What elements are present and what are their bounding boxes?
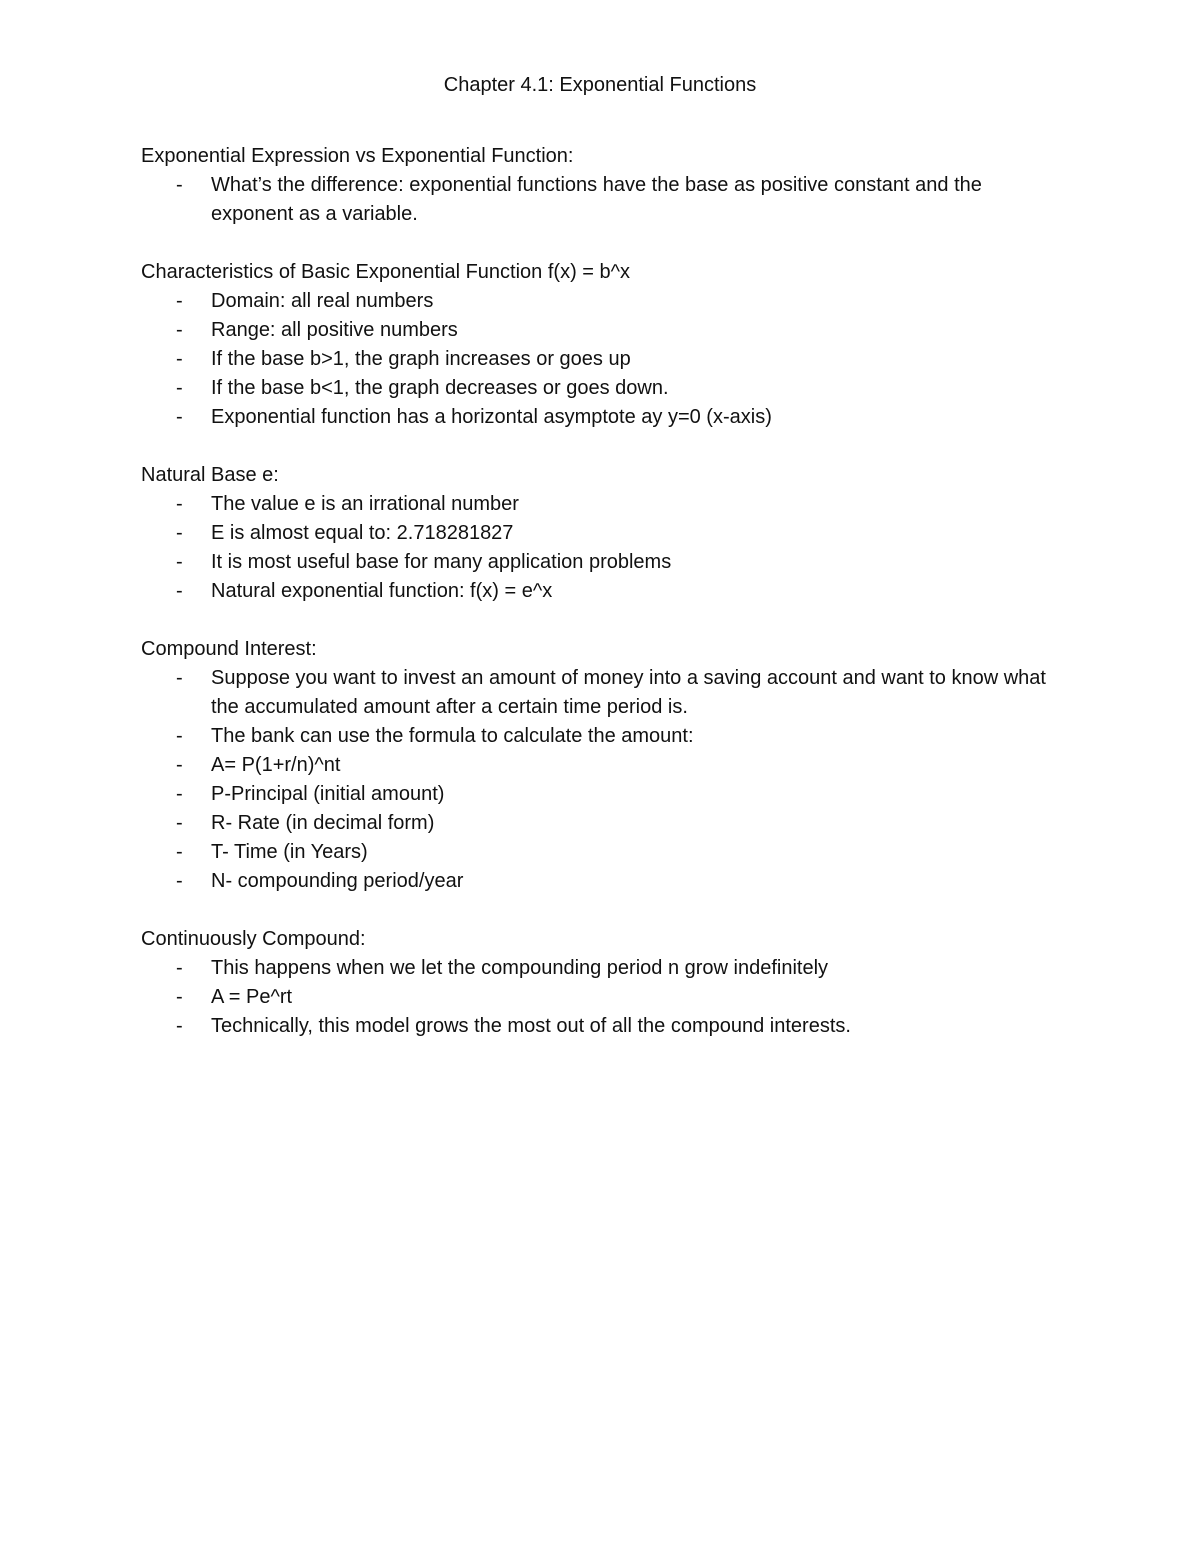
section-heading: Continuously Compound:	[141, 928, 366, 950]
list-item	[141, 780, 1061, 809]
section-heading: Natural Base e:	[141, 464, 279, 486]
dash-bullet: -	[176, 174, 183, 196]
list-item-text: E is almost equal to: 2.718281827	[211, 522, 514, 544]
list-item-text: If the base b>1, the graph increases or goes up	[211, 348, 631, 370]
list-item	[141, 490, 1061, 519]
list-item	[141, 171, 1061, 229]
list-item	[141, 403, 1061, 432]
list-item-text: N- compounding period/year	[211, 870, 464, 892]
section-natural-base	[141, 461, 1061, 606]
list-item-text: The bank can use the formula to calculate the amount:	[211, 725, 694, 747]
list-item	[141, 867, 1061, 896]
list-item-text: This happens when we let the compounding period n grow indefinitely	[211, 957, 829, 979]
dash-bullet: -	[176, 986, 183, 1008]
dash-bullet: -	[176, 957, 183, 979]
list-item-text: It is most useful base for many application problems	[211, 551, 672, 573]
dash-bullet: -	[176, 812, 183, 834]
bullet-list	[141, 490, 1061, 606]
dash-bullet: -	[176, 783, 183, 805]
list-item	[141, 287, 1061, 316]
list-item	[141, 577, 1061, 606]
list-item	[141, 751, 1061, 780]
list-item	[141, 838, 1061, 867]
list-item-text: Range: all positive numbers	[211, 319, 458, 341]
section-exponential-expression	[141, 142, 1061, 229]
dash-bullet: -	[176, 348, 183, 370]
list-item	[141, 983, 1061, 1012]
dash-bullet: -	[176, 1015, 183, 1037]
section-heading: Characteristics of Basic Exponential Function f(x) = b^x	[141, 261, 631, 283]
list-item	[141, 1012, 1061, 1041]
list-item	[141, 345, 1061, 374]
dash-bullet: -	[176, 667, 183, 689]
dash-bullet: -	[176, 493, 183, 515]
list-item-text: Natural exponential function: f(x) = e^x	[211, 580, 553, 602]
dash-bullet: -	[176, 551, 183, 573]
section-heading: Compound Interest:	[141, 638, 317, 660]
list-item-text: Domain: all real numbers	[211, 290, 434, 312]
document-title: Chapter 4.1: Exponential Functions	[443, 74, 757, 96]
dash-bullet: -	[176, 580, 183, 602]
dash-bullet: -	[176, 290, 183, 312]
list-item-text: A = Pe^rt	[211, 986, 293, 1008]
list-item-text: A= P(1+r/n)^nt	[211, 754, 341, 776]
dash-bullet: -	[176, 522, 183, 544]
list-item-text: Suppose you want to invest an amount of money into a saving account and want to know what the accumulated amount after a certain time period is.	[211, 667, 1046, 718]
list-item-text: T- Time (in Years)	[211, 841, 368, 863]
list-item	[141, 374, 1061, 403]
dash-bullet: -	[176, 870, 183, 892]
list-item	[141, 722, 1061, 751]
dash-bullet: -	[176, 406, 183, 428]
bullet-list	[141, 954, 1061, 1041]
list-item	[141, 548, 1061, 577]
list-item	[141, 954, 1061, 983]
document-body	[141, 142, 1061, 1070]
section-heading: Exponential Expression vs Exponential Function:	[141, 145, 574, 167]
list-item-text: If the base b<1, the graph decreases or goes down.	[211, 377, 669, 399]
dash-bullet: -	[176, 754, 183, 776]
bullet-list	[141, 171, 1061, 229]
list-item	[141, 809, 1061, 838]
bullet-list	[141, 664, 1061, 896]
bullet-list	[141, 287, 1061, 432]
dash-bullet: -	[176, 377, 183, 399]
dash-bullet: -	[176, 841, 183, 863]
list-item-text: Exponential function has a horizontal asymptote ay y=0 (x-axis)	[211, 406, 772, 428]
list-item-text: What’s the difference: exponential functions have the base as positive constant and the exponent as a variable.	[211, 174, 982, 225]
section-compound-interest	[141, 635, 1061, 896]
list-item-text: Technically, this model grows the most out of all the compound interests.	[211, 1015, 851, 1037]
dash-bullet: -	[176, 319, 183, 341]
list-item-text: The value e is an irrational number	[211, 493, 519, 515]
list-item-text: R- Rate (in decimal form)	[211, 812, 435, 834]
list-item-text: P-Principal (initial amount)	[211, 783, 445, 805]
list-item	[141, 519, 1061, 548]
section-continuously-compound	[141, 925, 1061, 1041]
dash-bullet: -	[176, 725, 183, 747]
section-characteristics	[141, 258, 1061, 432]
list-item	[141, 316, 1061, 345]
list-item	[141, 664, 1061, 722]
